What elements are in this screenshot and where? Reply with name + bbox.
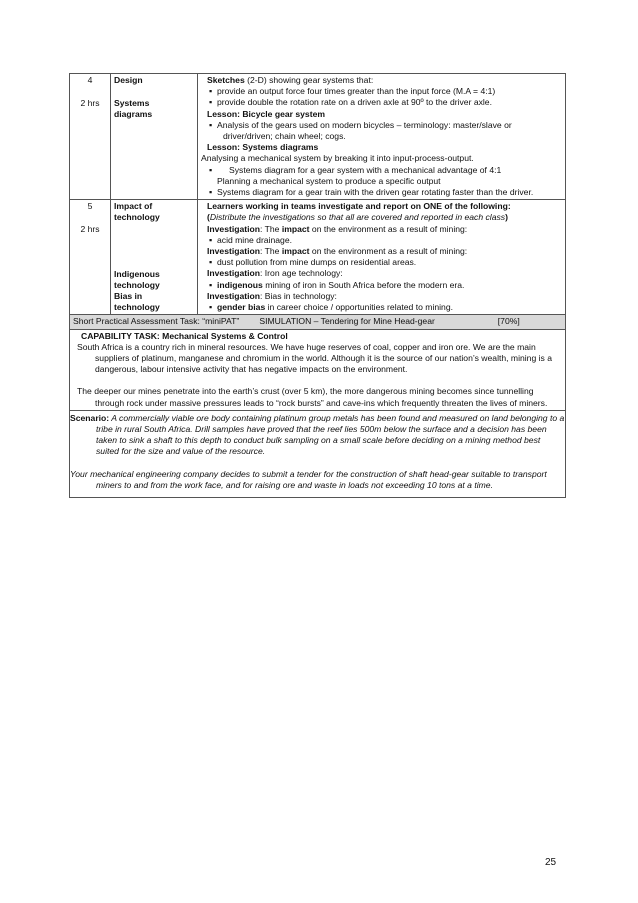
capability-paragraph: South Africa is a country rich in mineral resources. We have huge reserves of coal, copper and iron ore. We are the main suppliers of platinum, manganese and chromium in the world. Although it is the source of our nation’s wealth, mining is a dangerous, labour intensive activity that has negative impacts on the environment.: [77, 341, 552, 375]
capability-title: CAPABILITY TASK: Mechanical Systems & Control: [81, 330, 288, 341]
topic-systems: Systems diagrams: [114, 98, 153, 120]
teams-intro: Learners working in teams investigate and report on ONE of the following:: [207, 201, 511, 212]
scenario-row: [70, 410, 566, 497]
capability-cell: [70, 329, 566, 410]
bullet-continuation: driver/driven; chain wheel; cogs.: [223, 131, 346, 142]
bullet-item: ▪ Systems diagram for a gear system with a mechanical advantage of 4:1: [201, 165, 562, 176]
sketches-line: Sketches (2-D) showing gear systems that:: [207, 75, 374, 85]
bullet-item: ▪ gender bias in career choice / opportunities related to mining.: [201, 302, 562, 313]
investigation-line: Investigation: Bias in technology:: [207, 290, 337, 301]
task-paragraph: Your mechanical engineering company decides to submit a tender for the construction of shaft head-gear suitable to transport miners to and from the work face, and for raising ore and waste in loads not exceeding 10 tons at a time.: [70, 468, 547, 490]
week-number: 4: [87, 75, 93, 85]
week-cell: [70, 200, 111, 315]
curriculum-document: [69, 73, 566, 498]
planning-line: Planning a mechanical system to produce a specific output: [217, 175, 441, 186]
lesson-heading: Lesson: Systems diagrams: [207, 142, 319, 153]
scenario-paragraph: Scenario: A commercially viable ore body containing platinum group metals has been found and measured on land belonging to a tribe in rural South Africa. Drill samples have proved that the reef lies 500m below the surface and a decision has been taken to sink a shaft to this depth to conduct bulk sampling on a small scale before deciding on a mining method best suited for the size and value of the resource.: [70, 412, 565, 457]
scenario-cell: [70, 410, 566, 497]
assessment-simulation: SIMULATION – Tendering for Mine Head-gear: [259, 316, 435, 327]
lesson-table: [69, 73, 566, 498]
bullet-item: ▪ provide double the rotation rate on a driven axle at 90º to the driver axle.: [201, 97, 562, 108]
week-hours: 2 hrs: [80, 224, 100, 235]
page-number: 25: [545, 857, 557, 868]
capability-row: [70, 329, 566, 410]
assessment-weight: [70%]: [497, 316, 520, 327]
bullet-item: ▪ acid mine drainage.: [201, 235, 562, 246]
bullet-item: ▪ dust pollution from mine dumps on residential areas.: [201, 257, 562, 268]
investigation-line: Investigation: The impact on the environment as a result of mining:: [207, 246, 468, 257]
table-row-week-4: [70, 74, 566, 200]
assessment-row: [70, 315, 566, 329]
investigation-line: Investigation: The impact on the environment as a result of mining:: [207, 223, 468, 234]
topic-cell: [111, 200, 198, 315]
analysing-line: Analysing a mechanical system by breaking it into input-process-output.: [201, 153, 474, 164]
content-cell: [198, 74, 566, 200]
topic-impact: Impact of technology: [114, 201, 160, 223]
bullet-item: ▪ Analysis of the gears used on modern bicycles – terminology: master/slave or: [201, 120, 562, 131]
topic-indigenous: Indigenous technology Bias in technology: [114, 268, 160, 313]
week-hours: 2 hrs: [80, 98, 100, 109]
week-number: 5: [87, 201, 93, 212]
content-cell: [198, 200, 566, 315]
topic-design: Design: [114, 75, 143, 85]
bullet-item: ▪ provide an output force four times greater than the input force (M.A = 4:1): [201, 86, 562, 97]
bullet-item: ▪ indigenous mining of iron in South Africa before the modern era.: [201, 280, 562, 291]
bullet-item: ▪ Systems diagram for a gear train with the driven gear rotating faster than the driver.: [201, 187, 562, 198]
table-row-week-5: [70, 200, 566, 315]
lesson-heading: Lesson: Bicycle gear system: [207, 108, 325, 119]
week-cell: [70, 74, 111, 200]
capability-paragraph: The deeper our mines penetrate into the earth’s crust (over 5 km), the more dangerous mining becomes since tunnelling through rock under massive pressures leads to “rock bursts” and cave-ins which frequently threaten the lives of miners.: [77, 386, 548, 408]
distribution-note: (Distribute the investigations so that all are covered and reported in each class): [207, 212, 508, 223]
topic-cell: [111, 74, 198, 200]
investigation-line: Investigation: Iron age technology:: [207, 268, 343, 279]
assessment-label: Short Practical Assessment Task: “miniPAT”: [73, 316, 240, 327]
assessment-cell: [70, 315, 566, 329]
